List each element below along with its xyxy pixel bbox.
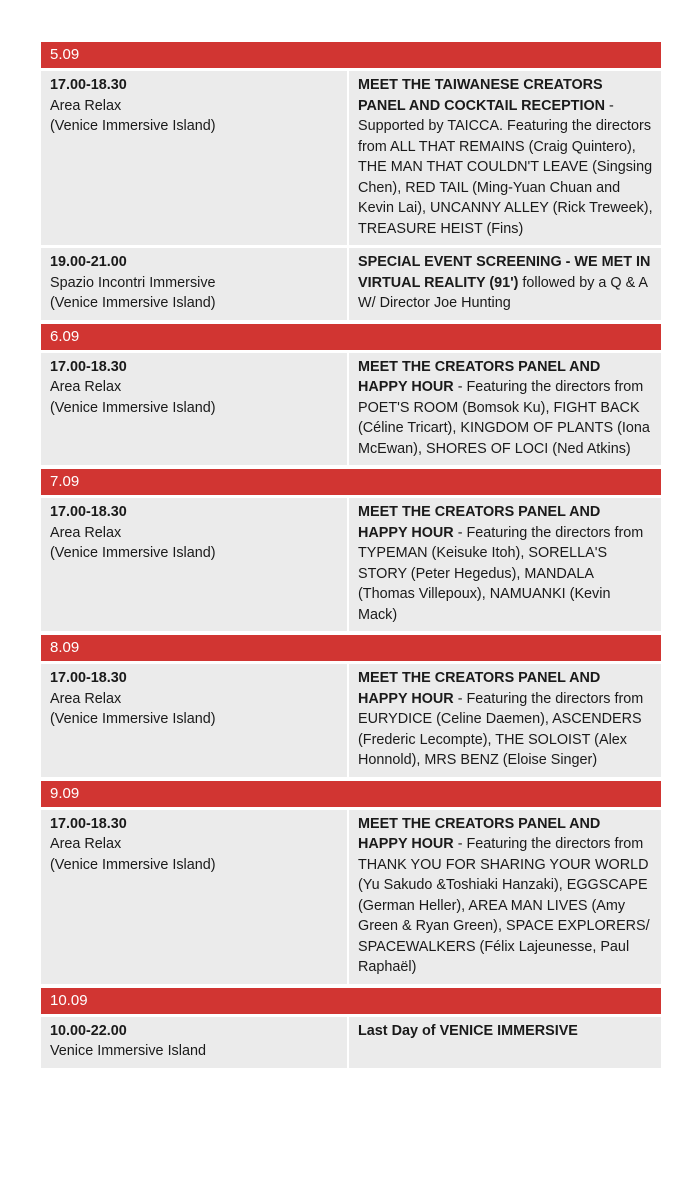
event-description: followed by a Q & A W/ Director Joe Hunting <box>358 274 648 311</box>
event-details <box>349 353 661 466</box>
event-time: 17.00-18.30 <box>50 670 127 686</box>
event-title: MEET THE CREATORS PANEL AND HAPPY HOUR <box>358 504 601 541</box>
event-time: 19.00-21.00 <box>50 254 127 270</box>
event-row <box>41 248 661 320</box>
event-time: 17.00-18.30 <box>50 504 127 520</box>
event-row <box>41 810 661 984</box>
event-time: 10.00-22.00 <box>50 1022 127 1039</box>
event-description: - Featuring the directors from POET'S ROOM (Bomsok Ku), FIGHT BACK (Céline Tricart), KINGDOM OF PLANTS (Iona McEwan), SHORES OF LOCI (Ned Atkins) <box>358 379 650 457</box>
event-venue: Area Relax <box>50 97 122 114</box>
event-location: (Venice Immersive Island) <box>50 295 216 311</box>
event-description: - Featuring the directors from TYPEMAN (Keisuke Itoh), SORELLA'S STORY (Peter Hegedus), MANDALA (Thomas Villepoux), NAMUANKI (Kevin Mack) <box>358 524 644 623</box>
event-location: (Venice Immersive Island) <box>50 399 216 416</box>
event-description: - Featuring the directors from THANK YOU FOR SHARING YOUR WORLD (Yu Sakudo &Toshiaki Hanzaki), EGGSCAPE (German Heller), AREA MAN LIVES (Amy Green & Ryan Green), SPACE EXPLORERS/ SPACEWALKERS (Félix Lajeunesse, Paul Raphaël) <box>358 836 650 975</box>
event-title: MEET THE CREATORS PANEL AND HAPPY HOUR <box>358 670 601 707</box>
event-time-venue <box>41 664 349 777</box>
event-details <box>349 248 661 320</box>
event-location: (Venice Immersive Island) <box>50 856 216 873</box>
event-location: (Venice Immersive Island) <box>50 711 216 727</box>
event-details <box>349 1017 661 1068</box>
day-header: 6.09 <box>41 324 661 350</box>
event-location: (Venice Immersive Island) <box>50 118 216 134</box>
event-row <box>41 71 661 245</box>
event-description: - Featuring the directors from EURYDICE (Celine Daemen), ASCENDERS (Frederic Lecompte), THE SOLOIST (Alex Honnold), MRS BENZ (Eloise Singer) <box>358 690 644 768</box>
event-time-venue <box>41 248 349 320</box>
event-details <box>349 498 661 631</box>
event-location: (Venice Immersive Island) <box>50 545 216 561</box>
event-row <box>41 664 661 777</box>
event-description: - Supported by TAICCA. Featuring the directors from ALL THAT REMAINS (Craig Quintero), THE MAN THAT COULDN'T LEAVE (Singsing Chen), RED TAIL (Ming-Yuan Chuan and Kevin Lai), UNCANNY ALLEY (Rick Treweek), TREASURE HEIST (Fins) <box>358 97 653 237</box>
event-title: MEET THE CREATORS PANEL AND HAPPY HOUR <box>358 815 601 852</box>
day-header: 5.09 <box>41 42 661 68</box>
day-header: 9.09 <box>41 781 661 807</box>
event-row <box>41 498 661 631</box>
event-time-venue <box>41 353 349 466</box>
event-row <box>41 353 661 466</box>
event-venue: Area Relax <box>50 379 122 395</box>
event-title: SPECIAL EVENT SCREENING - WE MET IN VIRTUAL REALITY (91') <box>358 254 651 291</box>
event-details <box>349 664 661 777</box>
event-time: 17.00-18.30 <box>50 77 127 93</box>
event-venue: Area Relax <box>50 836 122 852</box>
event-title: Last Day of VENICE IMMERSIVE <box>358 1022 578 1039</box>
event-details <box>349 71 661 245</box>
event-time: 17.00-18.30 <box>50 815 127 832</box>
event-venue: Area Relax <box>50 690 122 707</box>
day-header: 8.09 <box>41 635 661 661</box>
event-time-venue <box>41 810 349 984</box>
day-header: 7.09 <box>41 469 661 495</box>
event-time-venue <box>41 71 349 245</box>
schedule-table <box>41 42 661 1068</box>
event-time-venue <box>41 498 349 631</box>
event-venue: Spazio Incontri Immersive <box>50 274 216 291</box>
day-header: 10.09 <box>41 988 661 1014</box>
event-venue: Venice Immersive Island <box>50 1043 206 1059</box>
event-time: 17.00-18.30 <box>50 358 127 375</box>
event-row <box>41 1017 661 1068</box>
event-title: MEET THE CREATORS PANEL AND HAPPY HOUR <box>358 358 601 395</box>
event-time-venue <box>41 1017 349 1068</box>
event-details <box>349 810 661 984</box>
event-title: MEET THE TAIWANESE CREATORS PANEL AND COCKTAIL RECEPTION <box>358 77 606 114</box>
event-venue: Area Relax <box>50 524 122 541</box>
